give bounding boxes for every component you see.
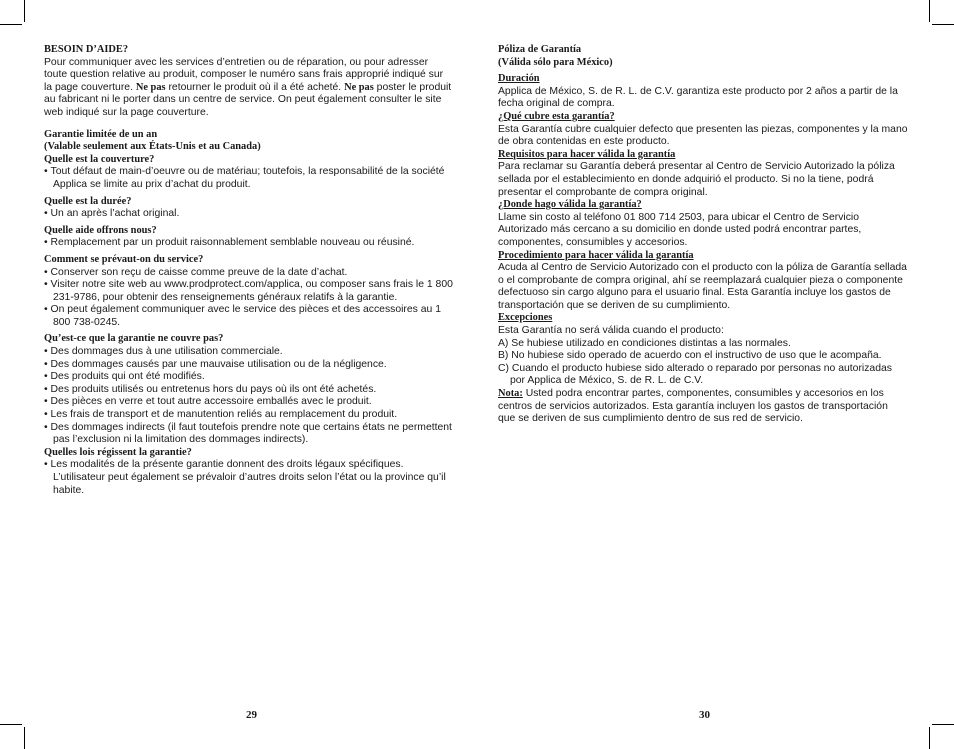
section-heading: ¿Donde hago válida la garantía? xyxy=(498,199,642,211)
warranty-subtitle-es: (Válida sólo para México) xyxy=(498,56,613,68)
question-heading: Comment se prévaut-on du service? xyxy=(44,253,204,265)
bullet-item: • Des dommages causés par une mauvaise utilisation ou de la négligence. xyxy=(44,359,454,372)
section-heading: Duración xyxy=(498,73,540,85)
bullet-item: • Des produits utilisés ou entretenus hors du pays où ils ont été achetés. xyxy=(44,384,454,397)
crop-mark xyxy=(929,0,930,22)
bullet-list xyxy=(44,208,454,221)
bullet-item: • On peut également communiquer avec le service des pièces et des accessoires au 1 800 738-0245. xyxy=(44,304,454,329)
section-text: Applica de México, S. de R. L. de C.V. garantiza este producto por 2 años a partir de la fecha original de compra. xyxy=(498,85,898,110)
page-number-left: 29 xyxy=(246,709,257,721)
bullet-item: • Des produits qui ont été modifiés. xyxy=(44,371,454,384)
bullet-item: • Visiter notre site web au www.prodprotect.com/applica, ou composer sans frais le 1 800 231-9786, pour obtenir des renseignements généraux relatifs à la garantie. xyxy=(44,279,454,304)
bullet-list xyxy=(44,346,454,447)
question-heading: Quelle est la couverture? xyxy=(44,153,155,165)
bullet-item: • Des pièces en verre et tout autre accessoire emballés avec le produit. xyxy=(44,396,454,409)
question-heading: Quelle est la durée? xyxy=(44,195,132,207)
bullet-list xyxy=(44,166,454,191)
exception-item: B) No hubiese sido operado de acuerdo con el instructivo de uso que le acompaña. xyxy=(498,350,882,362)
left-column xyxy=(44,44,454,497)
section-heading: Procedimiento para hacer válida la garantía xyxy=(498,249,694,261)
bullet-item: • Les frais de transport et de manutention reliés au remplacement du produit. xyxy=(44,409,454,422)
section-text: Para reclamar su Garantía deberá presentar al Centro de Servicio Autorizado la póliza sellada por el establecimiento en donde adquirió el producto. Si no la tiene, podrá presentar el comprobante de compra original. xyxy=(498,161,895,198)
bullet-list xyxy=(44,459,454,497)
bullet-item: • Un an après l’achat original. xyxy=(44,208,454,221)
emphasis: Ne pas xyxy=(344,81,374,93)
note-label: Nota: xyxy=(498,388,523,400)
section-text: Esta Garantía cubre cualquier defecto que presenten las piezas, componentes y la mano de obra contenidas en este producto. xyxy=(498,123,908,148)
warranty-subtitle: (Valable seulement aux États-Unis et au Canada) xyxy=(44,141,261,153)
right-column xyxy=(498,44,908,426)
question-heading: Quelles lois régissent la garantie? xyxy=(44,446,192,458)
warranty-title-es: Póliza de Garantía xyxy=(498,44,582,55)
crop-mark xyxy=(24,0,25,22)
bullet-item: • Des dommages dus à une utilisation commerciale. xyxy=(44,346,454,359)
bullet-item: • Remplacement par un produit raisonnablement semblable nouveau ou réusiné. xyxy=(44,237,454,250)
crop-mark xyxy=(932,724,954,725)
bullet-item: • Les modalités de la présente garantie donnent des droits légaux spécifiques. L’utilisateur peut également se prévaloir d’autres droits selon l’état ou la province qu’il habite. xyxy=(44,459,454,497)
page-number-right: 30 xyxy=(699,709,710,721)
section-heading: ¿Qué cubre esta garantía? xyxy=(498,110,615,122)
intro-text: Pour communiquer avec les services d’entretien ou de réparation, ou pour adresser toute question relative au produit, composer le numéro sans frais approprié indiqué sur la page couverture. xyxy=(44,56,444,93)
crop-mark xyxy=(0,24,22,25)
section-heading: Requisitos para hacer válida la garantía xyxy=(498,148,676,160)
exception-item: A) Se hubiese utilizado en condiciones distintas a las normales. xyxy=(498,337,791,349)
intro-text: poster le produit au fabricant ni le porter dans un centre de service. On peut également consulter le site web indiqué sur la page couverture. xyxy=(44,81,452,118)
section-text: Acuda al Centro de Servicio Autorizado con el producto con la póliza de Garantía sellada o el comprobante de compra original, ahí se reemplazará cualquier pieza o componente defectuoso sin cargo alguno para el usuario final. Esta Garantía incluye los gastos de transportación que se deriven de su cumplimiento. xyxy=(498,262,907,311)
crop-mark xyxy=(932,24,954,25)
bullet-list xyxy=(44,237,454,250)
bullet-item: • Tout défaut de main-d’oeuvre ou de matériau; toutefois, la responsabilité de la société Applica se limite au prix d’achat du produit. xyxy=(44,166,454,191)
section-text: Esta Garantía no será válida cuando el producto: xyxy=(498,325,724,337)
warranty-title: Garantie limitée de un an xyxy=(44,128,158,140)
note xyxy=(498,388,908,426)
crop-mark xyxy=(929,727,930,749)
intro-text: retourner le produit où il a été acheté. xyxy=(165,81,345,93)
bullet-item: • Des dommages indirects (il faut toutefois prendre note que certains états ne permettent pas l’exclusion ni la limitation des dommages indirects). xyxy=(44,422,454,447)
help-heading: BESOIN D’AIDE? xyxy=(44,44,129,55)
section-heading: Excepciones xyxy=(498,312,553,324)
exceptions-list xyxy=(498,338,908,388)
help-intro xyxy=(44,57,454,120)
note-text: Usted podra encontrar partes, componentes, consumibles y accesorios en los centros de servicios autorizados. Esta garantía incluyen los gastos de transportación que se deriven de sus cumplimiento dentro de sus red de servicio. xyxy=(498,388,888,425)
bullet-item: • Conserver son reçu de caisse comme preuve de la date d’achat. xyxy=(44,267,454,280)
emphasis: Ne pas xyxy=(135,81,166,93)
crop-mark xyxy=(0,724,22,725)
question-heading: Qu’est-ce que la garantie ne couvre pas? xyxy=(44,333,224,345)
crop-mark xyxy=(24,727,25,749)
question-heading: Quelle aide offrons nous? xyxy=(44,224,157,236)
exception-item: C) Cuando el producto hubiese sido alterado o reparado por personas no autorizadas por Applica de México, S. de R. L. de C.V. xyxy=(498,362,892,387)
bullet-list xyxy=(44,267,454,330)
section-text: Llame sin costo al teléfono 01 800 714 2503, para ubicar el Centro de Servicio Autorizado más cercano a su domicilio en donde usted podrá encontrar partes, componentes, consumibles y accesorios. xyxy=(498,211,862,248)
